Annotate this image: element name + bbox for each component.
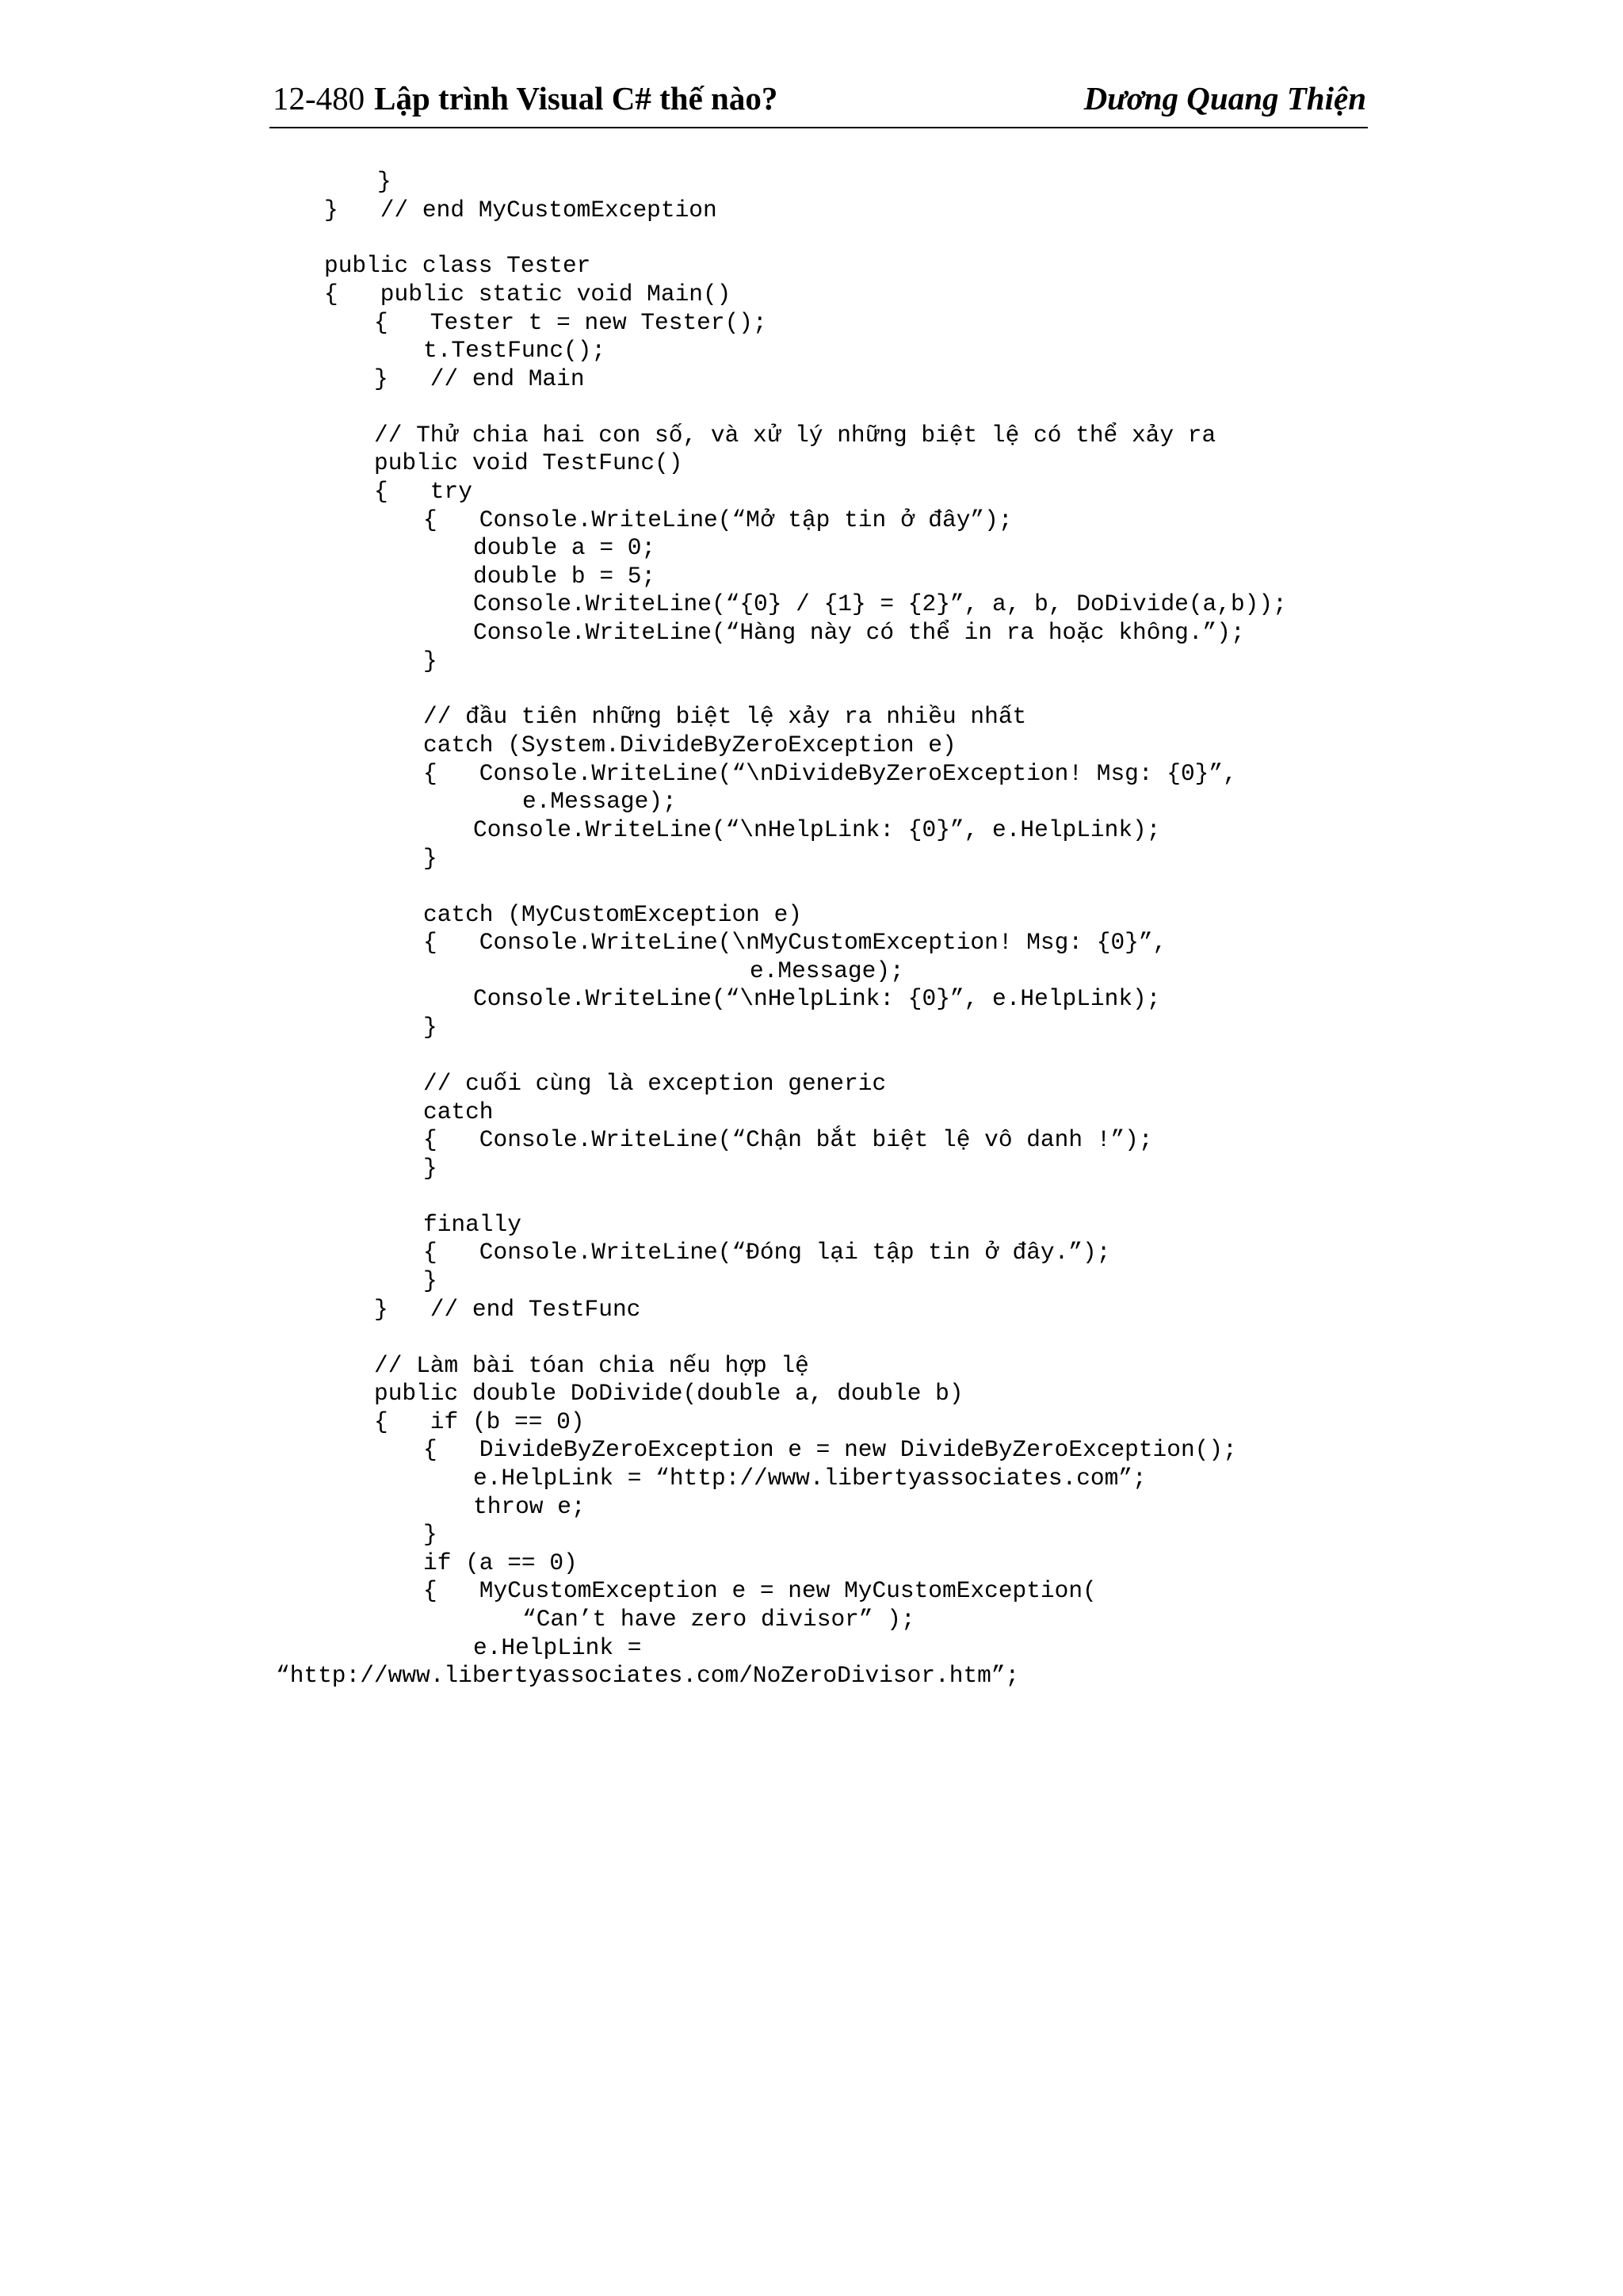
page-number: 12-480 bbox=[273, 80, 365, 117]
code-line: { Console.WriteLine(\nMyCustomException! Msg: {0}”, bbox=[423, 929, 1167, 956]
code-line: t.TestFunc(); bbox=[423, 337, 606, 364]
code-line: e.HelpLink = “http://www.libertyassociates.com”; bbox=[473, 1465, 1147, 1492]
code-line: double a = 0; bbox=[473, 534, 656, 561]
code-line: { Console.WriteLine(“Đóng lại tập tin ở đây.”); bbox=[423, 1239, 1111, 1266]
code-line: // cuối cùng là exception generic bbox=[423, 1070, 887, 1097]
code-line: } // end Main bbox=[374, 365, 585, 392]
code-line: finally bbox=[423, 1211, 521, 1238]
code-line: catch (System.DivideByZeroException e) bbox=[423, 732, 957, 758]
code-line: { Console.WriteLine(“Mở tập tin ở đây”); bbox=[423, 506, 1013, 533]
code-line: e.Message); bbox=[750, 957, 904, 984]
code-line: { Console.WriteLine(“Chận bắt biệt lệ vô danh !”); bbox=[423, 1126, 1153, 1153]
code-line: { public static void Main() bbox=[324, 281, 731, 308]
code-line: } // end MyCustomException bbox=[324, 197, 717, 223]
code-line: { Console.WriteLine(“\nDivideByZeroException! Msg: {0}”, bbox=[423, 760, 1237, 787]
code-line: “http://www.libertyassociates.com/NoZeroDivisor.htm”; bbox=[276, 1662, 1020, 1689]
code-line: throw e; bbox=[473, 1493, 586, 1520]
author-name: Dương Quang Thiện bbox=[1083, 80, 1366, 117]
code-line: } bbox=[377, 168, 391, 195]
code-line: if (a == 0) bbox=[423, 1549, 578, 1576]
code-line: public double DoDivide(double a, double b) bbox=[374, 1380, 964, 1407]
code-line: } bbox=[423, 1267, 437, 1294]
code-line: catch bbox=[423, 1098, 494, 1125]
code-line: { Tester t = new Tester(); bbox=[374, 309, 767, 336]
code-line: } bbox=[423, 648, 437, 674]
code-line: catch (MyCustomException e) bbox=[423, 901, 802, 928]
code-line: } // end TestFunc bbox=[374, 1296, 641, 1323]
code-line: Console.WriteLine(“\nHelpLink: {0}”, e.HelpLink); bbox=[473, 816, 1161, 843]
code-line: { MyCustomException e = new MyCustomException( bbox=[423, 1577, 1097, 1604]
page-header bbox=[269, 76, 1368, 128]
code-line: “Can’t have zero divisor” ); bbox=[522, 1606, 915, 1633]
code-line: } bbox=[423, 1014, 437, 1041]
code-line: { DivideByZeroException e = new DivideByZeroException(); bbox=[423, 1436, 1237, 1463]
code-line: } bbox=[423, 845, 437, 872]
code-line: Console.WriteLine(“{0} / {1} = {2}”, a, b, DoDivide(a,b)); bbox=[473, 590, 1287, 617]
code-line: { try bbox=[374, 478, 472, 505]
book-title: Lập trình Visual C# thế nào? bbox=[374, 80, 778, 117]
code-line: Console.WriteLine(“Hàng này có thể in ra hoặc không.”); bbox=[473, 619, 1245, 646]
header-left bbox=[273, 79, 777, 117]
code-line: // Làm bài tóan chia nếu hợp lệ bbox=[374, 1352, 809, 1379]
code-line: // Thử chia hai con số, và xử lý những biệt lệ có thể xảy ra bbox=[374, 422, 1216, 449]
code-line: { if (b == 0) bbox=[374, 1408, 585, 1435]
code-line: } bbox=[423, 1155, 437, 1182]
code-line: } bbox=[423, 1521, 437, 1548]
code-line: public void TestFunc() bbox=[374, 449, 683, 476]
code-line: double b = 5; bbox=[473, 563, 656, 590]
code-line: Console.WriteLine(“\nHelpLink: {0}”, e.HelpLink); bbox=[473, 985, 1161, 1012]
code-line: e.HelpLink = bbox=[473, 1634, 642, 1661]
code-line: public class Tester bbox=[324, 252, 591, 279]
code-line: e.Message); bbox=[522, 788, 677, 815]
code-line: // đầu tiên những biệt lệ xảy ra nhiều nhất bbox=[423, 703, 1027, 730]
